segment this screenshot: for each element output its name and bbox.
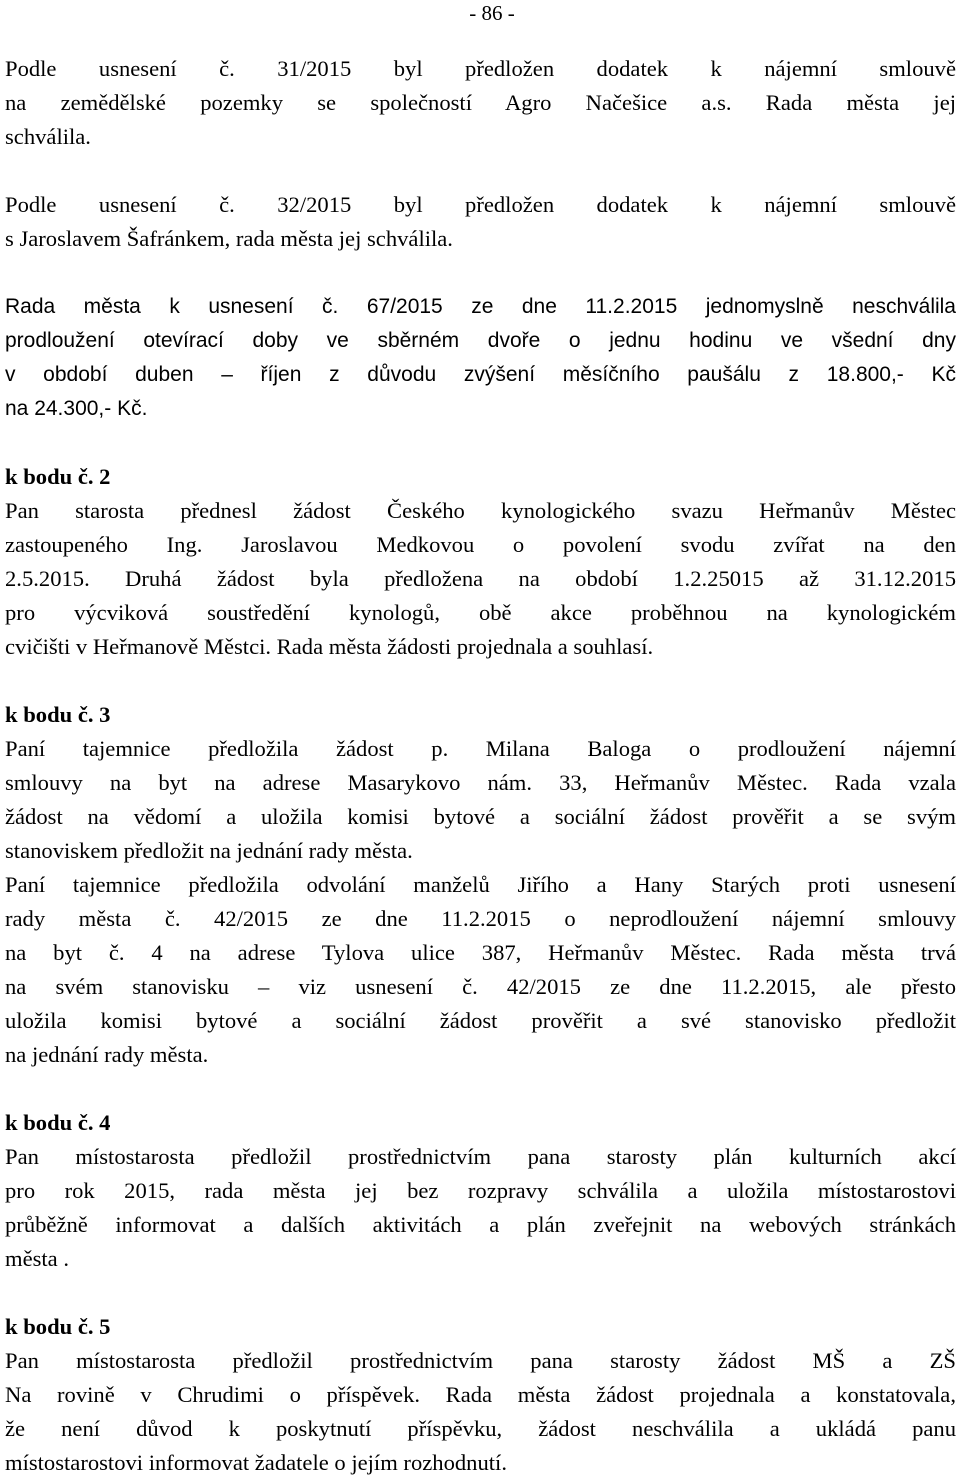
text-line: na jednání rady města.	[5, 1042, 209, 1067]
text-line: prodloužení otevírací doby ve sběrném dvoře o jednu hodinu ve všední dny	[5, 329, 956, 352]
section-item-4	[5, 1106, 956, 1276]
text-line: v období duben – říjen z důvodu zvýšení měsíčního paušálu z 18.800,- Kč	[5, 363, 956, 386]
text-line: Podle usnesení č. 32/2015 byl předložen dodatek k nájemní smlouvě	[5, 192, 956, 217]
text-line: Pan starosta přednesl žádost Českého kynologického svazu Heřmanův Městec	[5, 498, 956, 523]
text-line: že není důvod k poskytnutí příspěvku, žádost neschválila a ukládá panu	[5, 1416, 956, 1441]
section-heading: k bodu č. 4	[5, 1110, 111, 1135]
text-line: uložila komisi bytové a sociální žádost prověřit a své stanovisko předložit	[5, 1008, 956, 1033]
text-line: smlouvy na byt na adrese Masarykovo nám. 33, Heřmanův Městec. Rada vzala	[5, 770, 956, 795]
section-item-2	[5, 460, 956, 664]
paragraph-resolution-67	[5, 290, 956, 426]
text-line: pro výcviková soustředění kynologů, obě akce proběhnou na kynologickém	[5, 600, 956, 625]
text-line: místostarostovi informovat žadatele o jejím rozhodnutí.	[5, 1450, 507, 1475]
text-line: Pan místostarosta předložil prostřednictvím pana starosty žádost MŠ a ZŠ	[5, 1348, 956, 1373]
section-heading: k bodu č. 5	[5, 1314, 111, 1339]
section-heading: k bodu č. 3	[5, 702, 111, 727]
text-line: města .	[5, 1246, 69, 1271]
text-line: na 24.300,- Kč.	[5, 397, 148, 420]
text-line: žádost na vědomí a uložila komisi bytové a sociální žádost prověřit a se svým	[5, 804, 956, 829]
text-line: Podle usnesení č. 31/2015 byl předložen dodatek k nájemní smlouvě	[5, 56, 956, 81]
paragraph-resolution-31	[5, 52, 956, 154]
text-line: na svém stanovisku – viz usnesení č. 42/2015 ze dne 11.2.2015, ale přesto	[5, 974, 956, 999]
text-line: cvičišti v Heřmanově Městci. Rada města žádosti projednala a souhlasí.	[5, 634, 654, 659]
text-line: schválila.	[5, 124, 91, 149]
text-line: stanoviskem předložit na jednání rady města.	[5, 838, 413, 863]
section-item-5	[5, 1310, 956, 1480]
section-item-3	[5, 698, 956, 1072]
text-line: 2.5.2015. Druhá žádost byla předložena na období 1.2.25015 až 31.12.2015	[5, 566, 956, 591]
text-line: zastoupeného Ing. Jaroslavou Medkovou o povolení svodu zvířat na den	[5, 532, 956, 557]
text-line: Paní tajemnice předložila žádost p. Milana Baloga o prodloužení nájemní	[5, 736, 956, 761]
text-line: pro rok 2015, rada města jej bez rozpravy schválila a uložila místostarostovi	[5, 1178, 956, 1203]
text-line: na byt č. 4 na adrese Tylova ulice 387, Heřmanův Městec. Rada města trvá	[5, 940, 956, 965]
text-line: s Jaroslavem Šafránkem, rada města jej schválila.	[5, 226, 453, 251]
text-line: Na rovině v Chrudimi o příspěvek. Rada města žádost projednala a konstatovala,	[5, 1382, 956, 1407]
text-line: rady města č. 42/2015 ze dne 11.2.2015 o neprodloužení nájemní smlouvy	[5, 906, 956, 931]
text-line: na zemědělské pozemky se společností Agro Načešice a.s. Rada města jej	[5, 90, 956, 115]
text-line: Rada města k usnesení č. 67/2015 ze dne 11.2.2015 jednomyslně neschválila	[5, 295, 956, 318]
section-heading: k bodu č. 2	[5, 464, 111, 489]
paragraph-resolution-32	[5, 188, 956, 256]
document-body	[5, 52, 956, 1480]
page-number: - 86 -	[469, 1, 515, 25]
text-line: průběžně informovat a dalších aktivitách a plán zveřejnit na webových stránkách	[5, 1212, 956, 1237]
text-line: Paní tajemnice předložila odvolání manželů Jiřího a Hany Starých proti usnesení	[5, 872, 956, 897]
text-line: Pan místostarosta předložil prostřednictvím pana starosty plán kulturních akcí	[5, 1144, 956, 1169]
